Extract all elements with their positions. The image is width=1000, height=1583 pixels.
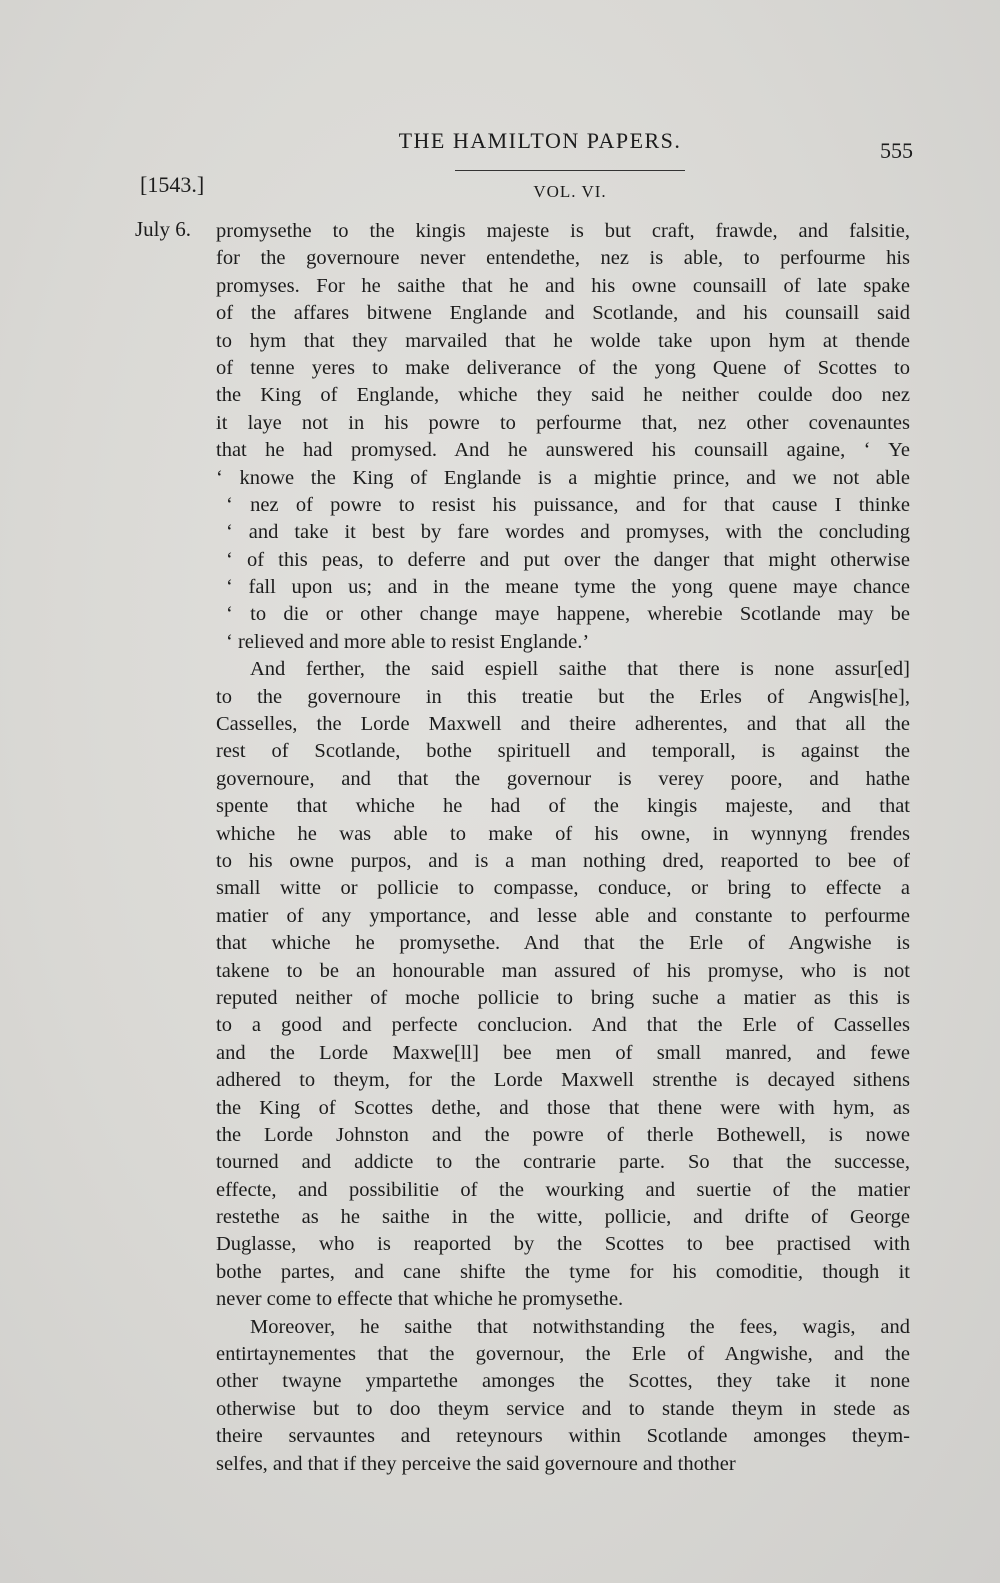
text-line: ‘ to die or other change maye happene, wherebie Scotlande may be xyxy=(226,603,910,626)
text-line: bothe partes, and cane shifte the tyme for his comoditie, though it xyxy=(216,1260,910,1283)
text-line: ‘ fall upon us; and in the meane tyme the yong quene maye chance xyxy=(226,576,910,599)
text-line: of tenne yeres to make deliverance of the yong Quene of Scottes to xyxy=(216,356,910,379)
paragraph xyxy=(216,218,910,656)
text-line: selfes, and that if they perceive the said governoure and thother xyxy=(216,1452,736,1475)
text-line: the King of Englande, whiche they said he neither coulde doo nez xyxy=(216,384,910,407)
text-line: whiche he was able to make of his owne, in wynnyng frendes xyxy=(216,822,910,845)
page-number: 555 xyxy=(880,138,913,163)
text-line: that he had promysed. And he aunswered his counsaill againe, ‘ Ye xyxy=(216,439,910,462)
text-line: to a good and perfecte conclucion. And that the Erle of Casselles xyxy=(216,1014,910,1037)
text-line: spente that whiche he had of the kingis majeste, and that xyxy=(216,795,910,818)
text-line: Moreover, he saithe that notwithstanding the fees, wagis, and xyxy=(250,1315,910,1338)
text-line: it laye not in his powre to perfourme that, nez other covenauntes xyxy=(216,411,910,434)
text-line: reputed neither of moche pollicie to bring suche a matier as this is xyxy=(216,986,910,1009)
text-line: that whiche he promysethe. And that the Erle of Angwishe is xyxy=(216,932,910,955)
text-line: Duglasse, who is reaported by the Scottes to bee practised with xyxy=(216,1233,910,1256)
text-line: restethe as he saithe in the witte, pollicie, and drifte of George xyxy=(216,1206,910,1229)
text-line: other twayne ympartethe amonges the Scottes, they take it none xyxy=(216,1370,910,1393)
text-line: tourned and addicte to the contrarie parte. So that the successe, xyxy=(216,1151,910,1174)
text-line: Casselles, the Lorde Maxwell and theire adherentes, and that all the xyxy=(216,713,910,736)
text-line: small witte or pollicie to compasse, conduce, or bring to effecte a xyxy=(216,877,910,900)
text-line: rest of Scotlande, bothe spirituell and temporall, is against the xyxy=(216,740,910,763)
text-line: and the Lorde Maxwe[ll] bee men of small manred, and fewe xyxy=(216,1041,910,1064)
text-line: otherwise but to doo theym service and to stande theym in stede as xyxy=(216,1397,910,1420)
year-marker: [1543.] xyxy=(140,172,205,197)
text-line: adhered to theym, for the Lorde Maxwell strenthe is decayed sithens xyxy=(216,1069,910,1092)
text-line: ‘ and take it best by fare wordes and promyses, with the concluding xyxy=(226,521,910,544)
text-line: to the governoure in this treatie but the Erles of Angwis[he], xyxy=(216,685,910,708)
paragraph xyxy=(216,656,910,1313)
paragraph xyxy=(216,1314,910,1478)
text-line: promysethe to the kingis majeste is but craft, frawde, and falsitie, xyxy=(216,220,910,242)
text-line: to his owne purpos, and is a man nothing dred, reaported to bee of xyxy=(216,849,910,872)
text-line: ‘ relieved and more able to resist Englande.’ xyxy=(226,630,590,653)
text-line: governoure, and that the governour is verey poore, and hathe xyxy=(216,767,910,790)
text-line: effecte, and possibilitie of the wourking and suertie of the matier xyxy=(216,1178,910,1201)
text-line: the King of Scottes dethe, and those that thene were with hym, as xyxy=(216,1096,910,1119)
text-line: matier of any ymportance, and lesse able and constante to perfourme xyxy=(216,904,910,927)
text-line: theire servauntes and reteynours within Scotlande amonges theym- xyxy=(216,1425,910,1448)
text-line: takene to be an honourable man assured of his promyse, who is not xyxy=(216,959,910,982)
text-line: And ferther, the said espiell saithe that there is none assur[ed] xyxy=(250,658,910,681)
text-line: of the affares bitwene Englande and Scotlande, and his counsaill said xyxy=(216,302,910,325)
text-line: to hym that they marvailed that he wolde take upon hym at thende xyxy=(216,329,910,352)
text-line: entirtaynementes that the governour, the Erle of Angwishe, and the xyxy=(216,1343,910,1366)
volume-label: VOL. VI. xyxy=(533,182,607,201)
body-text xyxy=(216,218,910,1478)
text-line: ‘ nez of powre to resist his puissance, and for that cause I thinke xyxy=(226,493,910,516)
marginal-date: July 6. xyxy=(135,217,192,241)
text-line: for the governoure never entendethe, nez is able, to perfourme his xyxy=(216,247,910,270)
text-line: the Lorde Johnston and the powre of therle Bothewell, is nowe xyxy=(216,1123,910,1146)
running-title: THE HAMILTON PAPERS. xyxy=(398,128,682,153)
text-line: never come to effecte that whiche he promysethe. xyxy=(216,1288,624,1311)
text-line: ‘ knowe the King of Englande is a mightie prince, and we not able xyxy=(216,466,910,489)
title-rule xyxy=(455,170,685,171)
text-line: promyses. For he saithe that he and his owne counsaill of late spake xyxy=(216,274,910,297)
text-line: ‘ of this peas, to deferre and put over the danger that might otherwise xyxy=(226,548,910,571)
